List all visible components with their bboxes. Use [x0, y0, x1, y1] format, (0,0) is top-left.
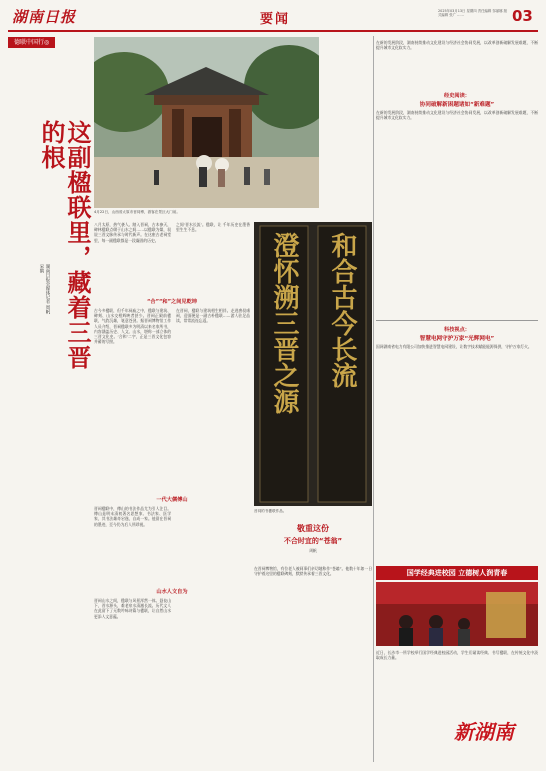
commentary-author: 周帆 [309, 548, 317, 553]
main-headline: 这副楹联里，藏着三晋的根 [37, 120, 92, 370]
masthead [8, 4, 538, 31]
body-landscape: 晋祠山水之间，楹联与风景浑然一体。悬瓮山下，晋水源头，难老泉水清澈长流。历代文人在此留下了无数吟咏诗篇与楹联，让自然山水更添人文意蕴。 [94, 598, 171, 619]
right-section-head-2: 科技视点： [444, 327, 470, 333]
jinci-gate-photo [94, 37, 319, 208]
right-section-head-1: 经史阅读： [444, 93, 470, 99]
body-harmony-2: 在晋祠，楹联与建筑相生相伴。走进唐叔虞祠，迎面便是一副古朴楹联……游人驻足品读，常常流连忘返。 [176, 308, 250, 324]
couplet-photo [254, 222, 372, 506]
xinhunan-watermark [452, 712, 538, 762]
promo-banner: 国学经典进校园 立德树人润青春 [376, 566, 538, 580]
column-tag: 德联中国行◎ [8, 37, 55, 48]
couplet-left-text: 澄怀溯三晋之源 [269, 232, 299, 414]
commentary-title [254, 523, 372, 554]
school-event-photo [376, 582, 538, 646]
page-number: 03 [512, 7, 533, 25]
section-title: 要闻 [260, 12, 291, 27]
right-headline-2: 智慧电网守护万家“光辉网电” [419, 336, 495, 342]
newspaper-logo: 湖南日报 [12, 8, 77, 26]
right-headline-1: 协同破解新困题诸如“新难题” [419, 102, 495, 108]
right-lead-text: 在新的发展阶段，湖南持续推动文化建设与经济社会协同发展，以改革创新破解发展难题，不断提升城市文化软实力。 [376, 40, 538, 51]
masthead-rule [8, 31, 538, 32]
right-body-1: 在新的发展阶段，湖南持续推动文化建设与经济社会协同发展，以改革创新破解发展难题，不断提升城市文化软实力。 [376, 110, 538, 121]
subhead-fushan: 一代大儒傅山 [156, 497, 188, 503]
body-harmony: 古今多楹联，但千年祠庙之中，楹联与建筑、碑刻、山水交相辉映者甚少。晋祠正殿前楹联，气韵沉雄，笔意苍劲。据晋祠博物馆工作人员介绍，晋祠楹联多为明清以来名家所书，内容涵盖历史、人文、山水，堪称一部立体的三晋文化史。‘合和’二字，正是三晋文化包容并蓄的写照。 [94, 308, 171, 345]
issue-meta: 2025年03月13日 星期四 责任编辑 邹丽娜 版式编辑 张广 …… [438, 9, 508, 18]
subhead-harmony: “合”“和”之间见乾坤 [147, 299, 197, 305]
body-fushan: 晋祠楹联中，傅山的书法作品尤为引人注目。傅山是明末清初著名思想家、书法家、医学家，其书法雄奇宕逸，自成一家。他留在晋祠的墨迹，至今仍为后人所珍视。 [94, 506, 171, 527]
byline: 湖南日报全媒体记者 周帆 宋鹤 [39, 264, 50, 314]
right-separator [376, 320, 538, 321]
photo-caption: 4月22日，山西省太原市晋祠博，游客在景区大门前。 [94, 210, 180, 214]
column-divider [373, 36, 374, 762]
couplet-caption: 晋祠的书楹联作品。 [254, 509, 287, 513]
commentary-title-line2: 不合时宜的“苍翁” [283, 537, 343, 545]
lead-paragraph: 八月太原，热气袭人。踏入晋祠，古木参天，碑林楹联点缀于山水之间……以楹联为媒，叙说三晋文脉传承与时代新声。在这座古老祠堂里，每一副楹联都是一段凝固的历史。 [94, 222, 171, 243]
right-body-2: 国网湖南省电力有限公司加快推进智慧电网建设，让数字技术赋能能源保供，守护万家灯火。 [376, 344, 532, 349]
promo-body: 近日，长沙市一所学校举行国学经典进校园活动，学生们诵读经典、书写楹联，在传统文化中汲取成长力量。 [376, 650, 538, 661]
lead-paragraph-2: 之间‘晋水长流’。楹联，让 千年历史在墨香里生生不息。 [176, 222, 250, 233]
commentary-body: 在晋祠博物馆，有位老人被同事们亲切地称作“苍翁”。他数十年如一日守护着这里的楹联碑刻，默默传承着三晋文化。 [254, 566, 372, 577]
couplet-right-text: 和合古今长流 [327, 232, 357, 388]
watermark-text: 新湖南 [454, 720, 514, 744]
subhead-landscape: 山水人文自为 [156, 589, 188, 595]
commentary-title-line1: 敬重这份 [297, 524, 329, 533]
